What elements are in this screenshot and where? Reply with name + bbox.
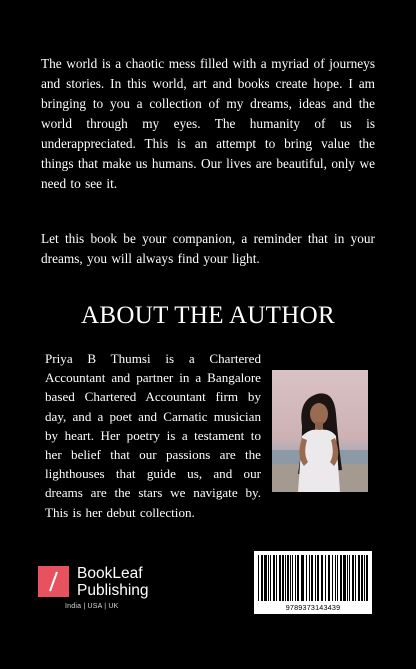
barcode-bar [315, 555, 316, 601]
blurb-paragraph-2: Let this book be your companion, a reminder that in your dreams, you will always find your light. [41, 231, 375, 266]
blurb-paragraph-1: The world is a chaotic mess filled with a myriad of journeys and stories. In this world, art and books create hope. I am bringing to you a collection of my dreams, ideas and the world through my eyes. The humanity of us is underappreciated. This is an attempt to bring value the things that make us humans. Our lives are beautiful, only we need to see it. [41, 56, 375, 191]
barcode-bar [273, 555, 275, 601]
publisher-name-line2: Publishing [77, 582, 149, 599]
barcode-bar [264, 555, 267, 601]
barcode-bar [311, 555, 313, 601]
publisher-logo [38, 566, 188, 616]
barcode-bar [309, 555, 310, 601]
publisher-name-line1: BookLeaf [77, 565, 143, 582]
barcode-bar [270, 555, 271, 601]
barcode-bar [287, 555, 289, 601]
barcode-bar [355, 555, 356, 601]
about-author-heading: ABOUT THE AUTHOR [81, 302, 335, 329]
barcode-bar [321, 555, 323, 601]
barcode-bar [358, 555, 360, 601]
barcode-bar [301, 555, 304, 601]
barcode-bar [343, 555, 346, 601]
barcode-bar [340, 555, 342, 601]
barcode-bar [332, 555, 333, 601]
barcode-bars [254, 551, 372, 603]
isbn-number: 9789373143439 [285, 603, 341, 612]
barcode-bar [295, 555, 296, 601]
barcode-bar [364, 555, 365, 601]
barcode-bar [335, 555, 336, 601]
barcode-bar [258, 555, 259, 601]
barcode-bar [349, 555, 350, 601]
publisher-regions: India | USA | UK [65, 603, 119, 610]
barcode-bar [347, 555, 348, 601]
barcode-bar [297, 555, 299, 601]
barcode-bar [290, 555, 291, 601]
barcode-bar [279, 555, 281, 601]
author-bio: Priya B Thumsi is a Chartered Accountant and partner in a Bangalore based Chartered Accountant firm by day, and a poet and Carnatic musician by heart. Her poetry is a testament to her belief that our passions are the lighthouses that guide us, and our dreams are the stars we navigate by. This is her debut collection. [45, 351, 261, 520]
barcode-bar [282, 555, 284, 601]
barcode-bar [306, 555, 307, 601]
publisher-name [77, 565, 149, 599]
barcode-bar [337, 555, 338, 601]
barcode-bar [268, 555, 269, 601]
barcode-bar [285, 555, 286, 601]
barcode-bar [276, 555, 277, 601]
barcode-bar [292, 555, 293, 601]
publisher-mark-icon [38, 566, 69, 597]
barcode-bar [261, 555, 263, 601]
isbn-barcode [254, 551, 372, 614]
barcode-bar [366, 555, 368, 601]
barcode-bar [317, 555, 319, 601]
barcode-bar [352, 555, 354, 601]
author-photo [272, 370, 368, 492]
barcode-bar [361, 555, 363, 601]
barcode-bar [325, 555, 326, 601]
barcode-bar [328, 555, 330, 601]
